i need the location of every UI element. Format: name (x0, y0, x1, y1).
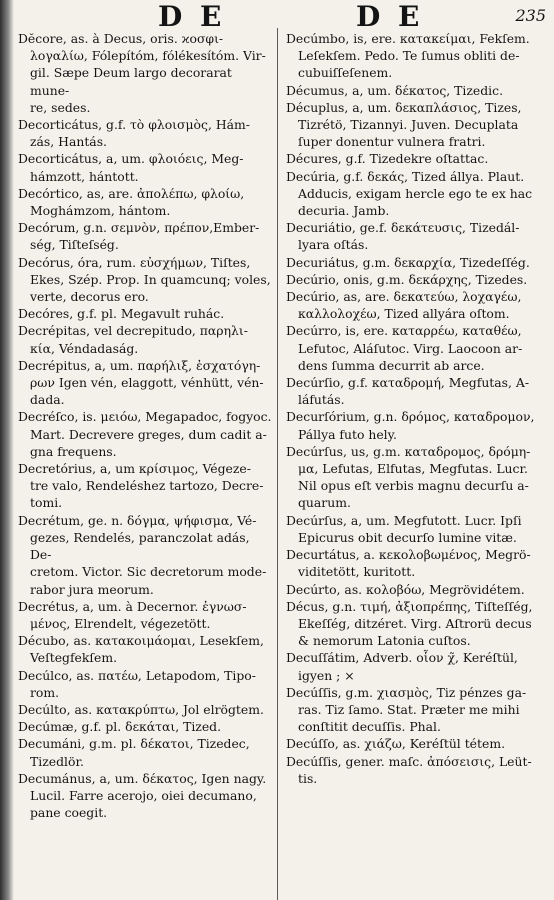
dictionary-entry (286, 254, 548, 271)
entry-continuation-line: dens ſumma decurrit ab arce. (298, 357, 485, 373)
entry-continuation-line: Tizedlör. (30, 753, 84, 769)
header-right-letters: D E (356, 0, 424, 33)
entry-headword-line: Decúrio, onis, g.m. δεκάρχης, Tizedes. (286, 271, 528, 287)
dictionary-entry (286, 150, 548, 167)
dictionary-entry (286, 288, 548, 322)
entry-continuation-line: Veſtegfekſem. (30, 650, 118, 666)
entry-headword-line: Decórus, óra, rum. εὐσχήμων, Tiſtes, (18, 254, 251, 270)
entry-continuation-line: & nemorum Latonia cuſtos. (298, 633, 471, 649)
entry-headword-line: Decrétus, a, um. à Decernor. ἐγνωσ- (18, 598, 247, 614)
entry-headword-line: Decórum, g.n. σεμνὸν, πρέπον,Ember- (18, 220, 260, 236)
entry-headword-line: Decúrro, is, ere. καταρρέω, καταθέω, (286, 323, 522, 339)
entry-continuation-line: quarum. (298, 495, 351, 511)
entry-continuation-line: gna frequens. (30, 443, 117, 459)
dictionary-entry (286, 649, 548, 683)
entry-continuation-line: rom. (30, 684, 60, 700)
entry-continuation-line: Nil opus eſt verbis magnu decurſu a- (298, 478, 529, 494)
dictionary-entry (286, 512, 548, 546)
entry-headword-line: Decúlto, as. κατακρύπτω, Jol elrögtem. (18, 701, 264, 717)
dictionary-entry (286, 271, 548, 288)
entry-continuation-line: tomi. (30, 495, 63, 511)
dictionary-entry (18, 598, 272, 632)
dictionary-entry (286, 322, 548, 374)
page-number: 235 (515, 6, 546, 25)
entry-continuation-line: μα, Lefutas, Elfutas, Megfutas. Lucr. (298, 461, 528, 477)
entry-continuation-line: Mart. Decrevere greges, dum cadit a- (30, 426, 267, 442)
dictionary-entry (286, 598, 548, 650)
dictionary-entry (18, 254, 272, 306)
entry-continuation-line: καλλολοχέω, Tized allyára oſtom. (298, 306, 510, 322)
dictionary-entry (286, 219, 548, 253)
entry-headword-line: Decúſſo, as. χιάζω, Keréſtül tétem. (286, 736, 506, 752)
entry-headword-line: Decurtátus, a. κεκολοβωμένος, Megrö- (286, 547, 531, 563)
dictionary-entry (18, 408, 272, 460)
entry-headword-line: Decúrio, as, are. δεκατεύω, λοχαγέω, (286, 289, 522, 305)
entry-continuation-line: rabor jura meorum. (30, 581, 154, 597)
right-column (286, 30, 548, 787)
dictionary-entry (18, 30, 272, 116)
dictionary-entry (286, 753, 548, 787)
dictionary-entry (18, 512, 272, 598)
running-header (0, 0, 554, 33)
entry-continuation-line: Moghámzom, hántom. (30, 203, 171, 219)
dictionary-entry (18, 357, 272, 409)
entry-headword-line: Decuriátus, g.m. δεκαρχία, Tizedeſſég. (286, 254, 530, 270)
entry-continuation-line: cretom. Victor. Sic decretorum mode- (30, 564, 267, 580)
dictionary-entry (286, 374, 548, 408)
entry-continuation-line: pane coegit. (30, 805, 108, 821)
dictionary-entry (18, 185, 272, 219)
entry-continuation-line: hámzott, hántott. (30, 168, 139, 184)
dictionary-entry (18, 460, 272, 512)
entry-continuation-line: verte, decorus ero. (30, 289, 149, 305)
page-edge-shadow (0, 0, 14, 900)
entry-headword-line: Decurſórium, g.n. δρόμος, καταδρομον, (286, 409, 535, 425)
entry-continuation-line: κία, Véndadaság. (30, 340, 139, 356)
entry-headword-line: Decretórius, a, um κρίσιμος, Végeze- (18, 461, 251, 477)
entry-headword-line: Decúrſio, g.f. καταδρομή, Megfutas, A- (286, 375, 530, 391)
dictionary-entry (18, 305, 272, 322)
entry-continuation-line: Lefutoc, Aláſutoc. Virg. Laocoon ar- (298, 340, 523, 356)
entry-headword-line: Decúmbo, is, ere. κατακείμαι, Fekſem. (286, 31, 530, 46)
entry-continuation-line: gezes, Rendelés, paranczolat adás, De- (30, 529, 250, 563)
entry-continuation-line: decuria. Jamb. (298, 203, 390, 219)
entry-continuation-line: zás, Hantás. (30, 134, 107, 150)
dictionary-entry (286, 735, 548, 752)
entry-headword-line: Decúmæ, g.f. pl. δεκάται, Tized. (18, 719, 222, 735)
entry-continuation-line: lyara oſtás. (298, 237, 369, 253)
entry-continuation-line: Tizrétö, Tizannyi. Juven. Decuplata (298, 117, 519, 133)
entry-headword-line: Decrétum, ge. n. δόγμα, ψήφισμα, Vé- (18, 512, 257, 528)
entry-headword-line: Decrépitas, vel decrepitudo, παρηλι- (18, 323, 248, 339)
dictionary-entry (18, 632, 272, 666)
entry-continuation-line: viditetött, kuritott. (298, 564, 416, 580)
entry-continuation-line: λογαλίω, Fólepítóm, fólékesítóm. Vir- (30, 48, 266, 64)
entry-continuation-line: Epicurus obit decurſo lumine vitæ. (298, 529, 517, 545)
entry-headword-line: Décus, g.n. τιμή, ἀξιοπρέπης, Tiſteſſég, (286, 598, 533, 614)
dictionary-entry (18, 322, 272, 356)
entry-headword-line: Dĕcore, as. à Decus, oris. ϰοσφι- (18, 31, 224, 46)
entry-headword-line: Decorticátus, a, um. φλοιόεις, Meg- (18, 151, 244, 167)
entry-continuation-line: Lucil. Farre acerojo, oiei decumano, (30, 787, 257, 803)
entry-continuation-line: dada. (30, 392, 65, 408)
entry-headword-line: Décuplus, a, um. δεκαπλάσιος, Tizes, (286, 99, 522, 115)
entry-continuation-line: ras. Tiz ſamo. Stat. Præter me mihi (298, 701, 520, 717)
entry-headword-line: Decumánus, a, um. δέκατος, Igen nagy. (18, 770, 267, 786)
entry-headword-line: Decúrſus, a, um. Megfutott. Lucr. Ipſi (286, 512, 522, 528)
dictionary-entry (286, 684, 548, 736)
entry-continuation-line: láfutás. (298, 392, 345, 408)
entry-headword-line: Décures, g.f. Tizedekre oſtattac. (286, 151, 489, 167)
dictionary-entry (18, 701, 272, 718)
entry-continuation-line: igyen ; × (298, 667, 355, 683)
dictionary-entry (286, 443, 548, 512)
entry-continuation-line: Ekeſſég, ditzéret. Virg. Aſtrorü decus (298, 615, 532, 631)
entry-headword-line: Decóres, g.f. pl. Megavult ruhác. (18, 306, 225, 322)
entry-headword-line: Decórtico, as, are. ἀπολέπω, φλοίω, (18, 185, 245, 201)
entry-headword-line: Decúlco, as. πατέω, Letapodom, Tipo- (18, 667, 256, 683)
dictionary-entry (286, 82, 548, 99)
dictionary-entry (286, 168, 548, 220)
dictionary-entry (286, 30, 548, 82)
entry-continuation-line: cubuiſſeſenem. (298, 65, 393, 81)
entry-continuation-line: re, sedes. (30, 99, 91, 115)
entry-headword-line: Décubo, as. κατακοιμάομαι, Lesekſem, (18, 633, 264, 649)
entry-continuation-line: μένος, Elrendelt, végezetött. (30, 615, 211, 631)
entry-headword-line: Decúſſis, gener. maſc. ἀπόσεισις, Leüt- (286, 753, 532, 769)
dictionary-entry (286, 581, 548, 598)
entry-continuation-line: Pállya futo hely. (298, 426, 397, 442)
dictionary-entry (286, 99, 548, 151)
entry-headword-line: Decumáni, g.m. pl. δέκατοι, Tizedec, (18, 736, 250, 752)
entry-continuation-line: conſtitit decuſſis. Phal. (298, 719, 441, 735)
entry-continuation-line: ρων Igen vén, elaggott, vénhütt, vén- (30, 375, 264, 391)
entry-headword-line: Decúrto, as. κολοβόω, Megrövidétem. (286, 581, 525, 597)
entry-continuation-line: gil. Sæpe Deum largo decorarat mune- (30, 65, 232, 98)
dictionary-entry (18, 219, 272, 253)
left-column (18, 30, 272, 821)
dictionary-entry (18, 770, 272, 822)
dictionary-entry (18, 667, 272, 701)
entry-headword-line: Decúria, g.f. δεκάς, Tized állya. Plaut. (286, 168, 525, 184)
entry-continuation-line: Ekes, Szép. Prop. In quamcunq; voles, (30, 271, 271, 287)
entry-continuation-line: Adducis, exigam hercle ego te ex hac (298, 185, 533, 201)
entry-headword-line: Decúrſus, us, g.m. καταδρομος, δρόμη- (286, 443, 531, 459)
entry-continuation-line: tre valo, Rendeléshez tartozo, Decre- (30, 478, 264, 494)
entry-headword-line: Decrépitus, a, um. παρήλιξ, ἐσχατόγη- (18, 357, 261, 373)
entry-headword-line: Decréſco, is. μειόω, Megapadoc, fogyoc. (18, 409, 272, 425)
column-divider (277, 28, 278, 900)
entry-headword-line: Decuriátio, ge.f. δεκάτευσις, Tizedál- (286, 220, 520, 236)
entry-headword-line: Decúſſis, g.m. χιασμὸς, Tiz pénzes ga- (286, 684, 527, 700)
entry-continuation-line: ſuper donentur vulnera fratri. (298, 134, 486, 150)
header-left-letters: D E (158, 0, 226, 33)
entry-headword-line: Décumus, a, um. δέκατος, Tizedic. (286, 82, 504, 98)
entry-continuation-line: ség, Tiſteſség. (30, 237, 119, 253)
entry-headword-line: Decorticátus, g.f. τὸ φλοισμὸς, Hám- (18, 117, 250, 133)
dictionary-entry (18, 116, 272, 150)
dictionary-entry (18, 150, 272, 184)
dictionary-entry (18, 735, 272, 769)
entry-headword-line: Decuſſátim, Adverb. οἷον χ̃, Keréſtül, (286, 650, 518, 666)
entry-continuation-line: Leſekſem. Pedo. Te ſumus obliti de- (298, 48, 520, 64)
dictionary-entry (18, 718, 272, 735)
entry-continuation-line: tis. (298, 770, 318, 786)
dictionary-entry (286, 408, 548, 442)
dictionary-entry (286, 546, 548, 580)
